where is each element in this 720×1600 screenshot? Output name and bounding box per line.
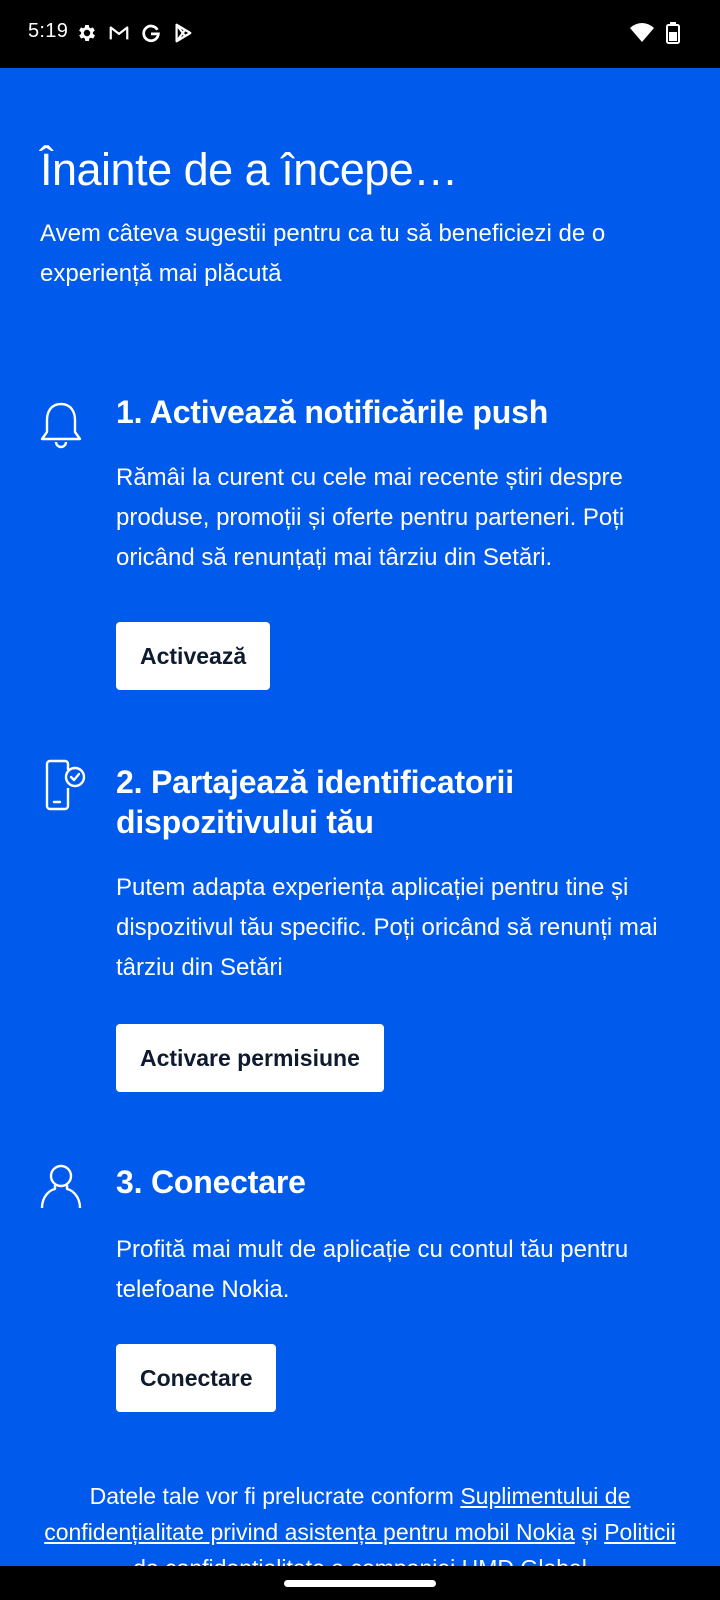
onboarding-screen: [0, 68, 720, 1566]
home-gesture-handle[interactable]: [284, 1580, 436, 1587]
intro-text: Avem câteva sugestii pentru ca tu să beneficiezi de o experiență mai plăcută: [40, 220, 606, 287]
user-icon: [38, 1162, 84, 1210]
gmail-icon: [108, 22, 130, 44]
enable-notifications-button[interactable]: Activează: [116, 622, 270, 690]
play-store-icon: [172, 22, 194, 44]
footer-text: și: [574, 1519, 605, 1545]
section-title: 3. Conectare: [116, 1164, 306, 1200]
footer-text: Datele tale vor fi prelucrate conform: [89, 1483, 461, 1509]
gear-icon: [76, 22, 98, 44]
section-description: Putem adapta experiența aplicației pentru tine și dispozitivul tău specific. Poți oricând să renunți mai târziu din Setări: [116, 874, 658, 981]
navigation-bar: [0, 1566, 720, 1600]
bell-icon: [38, 400, 84, 450]
privacy-policy-link[interactable]: Politicii: [604, 1519, 676, 1545]
google-icon: [140, 22, 162, 44]
section-description: Rămâi la curent cu cele mai recente știri despre produse, promoții și oferte pentru parteneri. Poți oricând să renunțați mai târziu din Setări.: [116, 464, 625, 571]
sign-in-button[interactable]: Conectare: [116, 1344, 276, 1412]
enable-permission-button[interactable]: Activare permisiune: [116, 1024, 384, 1092]
status-bar: [0, 0, 720, 68]
status-icons-left: [76, 22, 194, 44]
phone-check-icon: [38, 760, 88, 812]
wifi-icon: [630, 23, 654, 43]
status-icons-right: [630, 22, 680, 44]
section-title: 2. Partajează identificatorii dispozitivului tău: [116, 764, 514, 840]
privacy-supplement-link[interactable]: Suplimentului de confidențialitate privind asistența pentru mobil Nokia: [44, 1483, 631, 1545]
section-description: Profită mai mult de aplicație cu contul tău pentru telefoane Nokia.: [116, 1236, 629, 1303]
status-time: 5:19: [28, 20, 69, 42]
page-title: Înainte de a începe…: [40, 144, 458, 195]
section-title: 1. Activează notificările push: [116, 394, 549, 430]
battery-icon: [666, 22, 680, 44]
